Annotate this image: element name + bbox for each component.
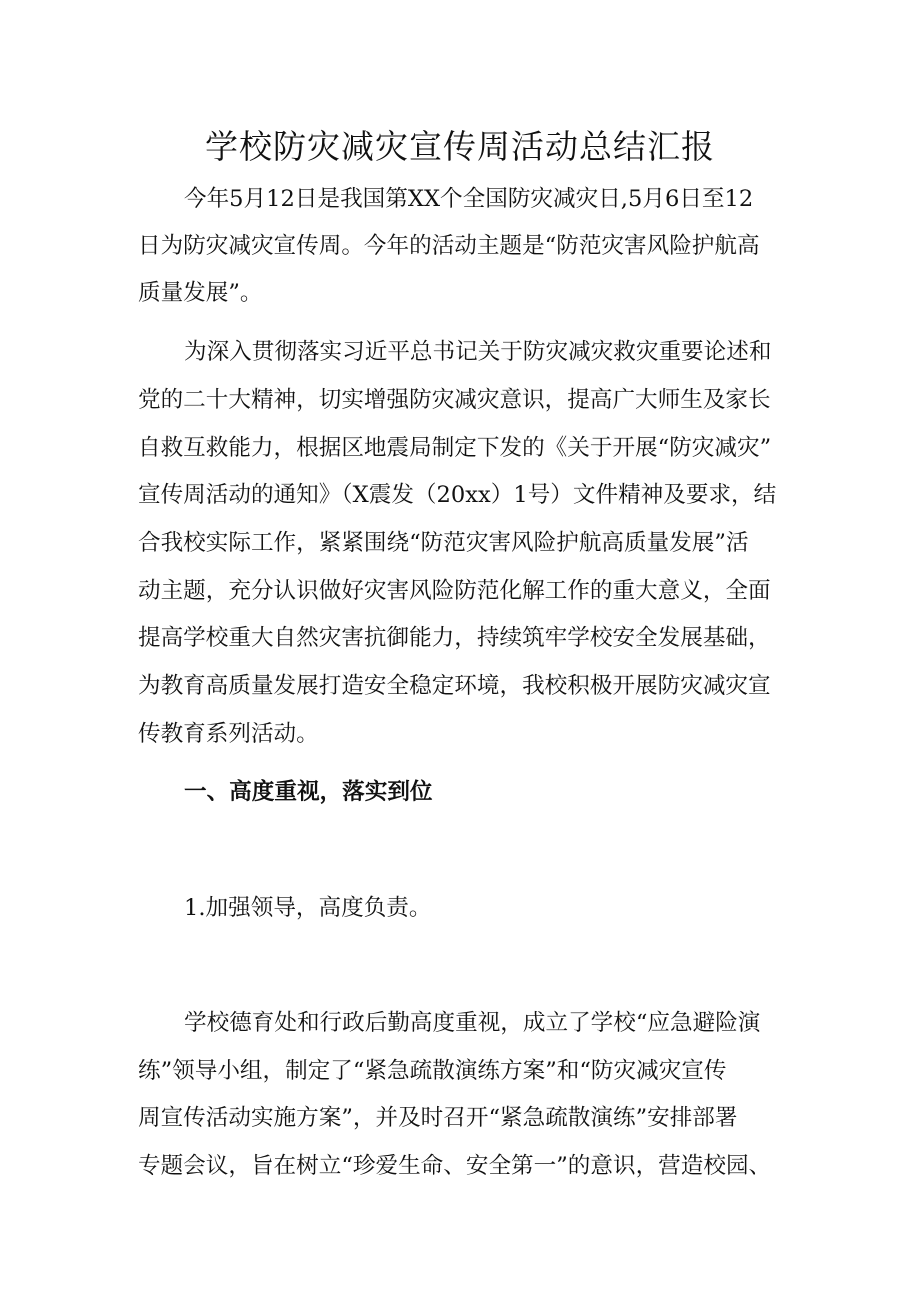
paragraph-line: 练”领导小组，制定了“紧急疏散演练方案”和“防灾减灾宣传 [138,1058,727,1084]
paragraph-line: 专题会议，旨在树立“珍爱生命、安全第一”的意识，营造校园、 [138,1153,772,1179]
document-title: 学校防灾减灾宣传周活动总结汇报 [205,127,715,166]
subsection-heading: 1.加强领导，高度负责。 [184,895,432,921]
paragraph-line: 合我校实际工作，紧紧围绕“防范灾害风险护航高质量发展”活 [138,530,749,556]
paragraph-line: 学校德育处和行政后勤高度重视，成立了学校“应急避险演 [184,1010,761,1036]
paragraph-line: 今年5月12日是我国第XX个全国防灾减灾日,5月6日至12 [184,186,754,212]
paragraph-line: 宣传周活动的通知》（X震发（20xx）1号）文件精神及要求，结 [138,482,777,508]
paragraph-line: 为深入贯彻落实习近平总书记关于防灾减灾救灾重要论述和 [184,339,772,365]
paragraph-line: 党的二十大精神，切实增强防灾减灾意识，提高广大师生及家长 [138,387,771,413]
paragraph-line: 动主题，充分认识做好灾害风险防范化解工作的重大意义，全面 [138,578,771,604]
paragraph-line: 自救互救能力，根据区地震局制定下发的《关于开展“防灾减灾” [138,435,772,461]
section-heading: 一、高度重视，落实到位 [184,779,433,805]
paragraph-line: 提高学校重大自然灾害抗御能力，持续筑牢学校安全发展基础， [138,625,771,651]
paragraph-line: 日为防灾减灾宣传周。今年的活动主题是“防范灾害风险护航高 [138,233,760,259]
paragraph-line: 周宣传活动实施方案”，并及时召开“紧急疏散演练”安排部署 [138,1105,738,1131]
paragraph-line: 质量发展”。 [138,280,263,306]
paragraph-line: 传教育系列活动。 [138,721,319,747]
paragraph-line: 为教育高质量发展打造安全稳定环境，我校积极开展防灾减灾宣 [138,673,771,699]
